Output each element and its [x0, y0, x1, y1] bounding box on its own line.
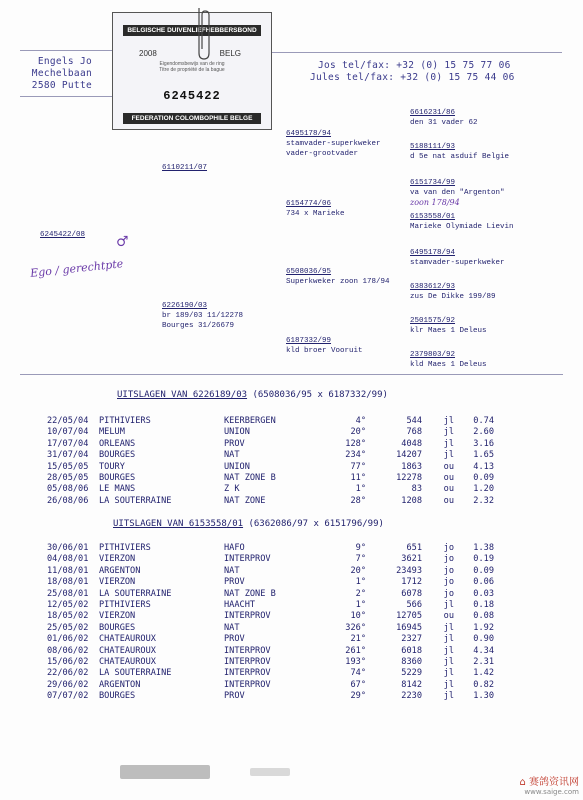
results1-title-prefix: UITSLAGEN VAN 6226189/03 [117, 390, 248, 400]
mf-ring: 6508036/95 [286, 268, 332, 276]
race-city: ARGENTON [99, 679, 141, 690]
race-participants: 6018 [401, 645, 422, 656]
race-city: PITHIVIERS [99, 416, 151, 426]
race-coefficient: 1.42 [473, 668, 494, 679]
race-category: INTERPROV [224, 645, 271, 656]
pedigree-mmm [410, 350, 487, 370]
result-row [47, 450, 494, 461]
race-city: VIERZON [99, 577, 136, 588]
race-participants: 12705 [396, 611, 422, 622]
race-age-class: jl [443, 450, 454, 461]
race-position: 2° [355, 588, 366, 599]
race-category: PROV [224, 691, 245, 702]
race-participants: 2327 [401, 634, 422, 645]
mfm-line1: zus De Dikke 199/89 [410, 293, 496, 301]
mmm-ring: 2379803/92 [410, 351, 456, 359]
race-age-class: jl [443, 622, 454, 633]
result-row [47, 496, 494, 507]
result-row [47, 577, 494, 588]
result-row [47, 554, 494, 565]
race-position: 1° [355, 599, 366, 610]
pedigree-ff [286, 129, 381, 159]
race-city: TOURY [99, 461, 125, 472]
race-city: ARGENTON [99, 565, 141, 576]
mm-line1: kld broer Vooruit [286, 347, 363, 355]
race-participants: 12278 [396, 472, 422, 483]
result-row [47, 473, 494, 484]
race-participants: 8360 [401, 656, 422, 667]
race-category: INTERPROV [224, 668, 271, 679]
pedigree-fm [286, 199, 345, 219]
result-row [47, 668, 494, 679]
result-row [47, 484, 494, 495]
race-position: 9° [355, 543, 366, 553]
race-date: 17/07/04 [47, 438, 89, 449]
race-age-class: jl [443, 656, 454, 667]
pedigree-mm [286, 336, 363, 356]
race-category: HAACHT [224, 599, 256, 610]
race-date: 25/05/02 [47, 622, 89, 633]
race-city: PITHIVIERS [99, 599, 151, 610]
pedigree-father [162, 163, 207, 173]
race-coefficient: 0.90 [473, 634, 494, 645]
race-coefficient: 1.65 [473, 450, 494, 461]
result-row [47, 462, 494, 473]
race-date: 05/08/06 [47, 484, 89, 495]
race-category: INTERPROV [224, 554, 271, 565]
race-city: VIERZON [99, 611, 136, 622]
race-city: CHATEAUROUX [99, 656, 156, 667]
male-symbol-icon: ♂ [116, 234, 129, 250]
race-position: 128° [345, 438, 366, 449]
race-date: 22/05/04 [47, 416, 89, 426]
race-position: 67° [350, 679, 366, 690]
pedigree-ffm [410, 142, 509, 162]
race-date: 10/07/04 [47, 427, 89, 438]
race-coefficient: 1.30 [473, 691, 494, 702]
race-coefficient: 0.09 [473, 472, 494, 483]
result-row [47, 657, 494, 668]
race-age-class: jl [443, 599, 454, 610]
race-category: PROV [224, 634, 245, 645]
result-row [47, 416, 494, 427]
race-date: 29/06/02 [47, 679, 89, 690]
fm-ring: 6154774/06 [286, 200, 332, 208]
race-participants: 651 [406, 543, 422, 553]
race-coefficient: 0.06 [473, 577, 494, 588]
watermark-brand: 赛鸽资讯网 [529, 777, 579, 788]
race-category: INTERPROV [224, 679, 271, 690]
pedigree-mf [286, 267, 390, 287]
mm-ring: 6187332/99 [286, 337, 332, 345]
stamp-country: BELG [219, 49, 241, 58]
race-participants: 14207 [396, 450, 422, 461]
race-position: 77° [350, 461, 366, 472]
race-category: UNION [224, 427, 250, 438]
race-participants: 16945 [396, 622, 422, 633]
stamp-year: 2008 [139, 49, 157, 58]
fmm-line1: Marieke Olymiade Lievin [410, 223, 514, 231]
house-icon: ⌂ [519, 777, 526, 788]
race-category: NAT [224, 622, 240, 633]
race-city: BOURGES [99, 472, 136, 483]
race-position: 20° [350, 565, 366, 576]
race-position: 1° [355, 577, 366, 588]
race-date: 01/06/02 [47, 634, 89, 645]
race-date: 26/08/06 [47, 495, 89, 506]
race-participants: 2230 [401, 691, 422, 702]
header-rule-left [20, 50, 112, 51]
mmm-line1: kld Maes 1 Deleus [410, 361, 487, 369]
race-age-class: jo [443, 543, 454, 553]
race-age-class: jl [443, 691, 454, 702]
race-date: 22/06/02 [47, 668, 89, 679]
race-position: 28° [350, 495, 366, 506]
race-city: MELUM [99, 427, 125, 438]
ff-line2: vader-grootvader [286, 150, 359, 158]
race-participants: 83 [411, 484, 422, 495]
race-age-class: jo [443, 565, 454, 576]
race-date: 07/07/02 [47, 691, 89, 702]
race-participants: 8142 [401, 679, 422, 690]
mff-line1: stamvader-superkweker [410, 259, 505, 267]
race-category: NAT ZONE [224, 495, 266, 506]
race-city: LA SOUTERRAINE [99, 668, 172, 679]
owner-street: Mechelbaan [31, 68, 92, 79]
result-row [47, 680, 494, 691]
result-row [47, 646, 494, 657]
race-city: CHATEAUROUX [99, 645, 156, 656]
father-ring: 6110211/07 [162, 164, 208, 172]
race-age-class: jo [443, 588, 454, 599]
results2-title-prefix: UITSLAGEN VAN 6153558/01 [113, 519, 244, 529]
fff-line1: den 31 vader 62 [410, 119, 478, 127]
race-category: NAT ZONE B [224, 588, 276, 599]
stamp-small-text-2: Titre de propriété de la bague [159, 67, 225, 73]
race-category: UNION [224, 461, 250, 472]
race-city: LA SOUTERRAINE [99, 495, 172, 506]
race-coefficient: 0.19 [473, 554, 494, 565]
race-coefficient: 1.38 [473, 543, 494, 553]
race-position: 11° [350, 472, 366, 483]
paperclip-icon [189, 3, 219, 63]
race-age-class: jl [443, 634, 454, 645]
result-row [47, 611, 494, 622]
race-participants: 566 [406, 599, 422, 610]
results2-title [113, 519, 384, 529]
race-coefficient: 2.32 [473, 495, 494, 506]
fmf-line1: va van den "Argenton" [410, 189, 505, 197]
race-date: 28/05/05 [47, 472, 89, 483]
race-age-class: jo [443, 577, 454, 588]
pedigree-fmf [410, 178, 505, 208]
stamp-small-text-1: Eigendomsbewijs van de ring [159, 61, 225, 67]
race-age-class: ou [443, 461, 454, 472]
owner-name: Engels Jo [37, 56, 92, 67]
race-coefficient: 0.09 [473, 565, 494, 576]
race-age-class: ou [443, 472, 454, 483]
race-coefficient: 0.18 [473, 599, 494, 610]
ff-ring: 6495178/94 [286, 130, 332, 138]
race-position: 74° [350, 668, 366, 679]
race-date: 15/05/05 [47, 461, 89, 472]
site-watermark [519, 773, 579, 796]
race-city: BOURGES [99, 622, 136, 633]
header-rule-bottom [20, 96, 112, 97]
jos-phone: Jos tel/fax: +32 (0) 15 75 77 06 [318, 60, 511, 71]
race-coefficient: 2.31 [473, 656, 494, 667]
race-category: NAT [224, 565, 240, 576]
race-date: 25/08/01 [47, 588, 89, 599]
race-position: 20° [350, 427, 366, 438]
handwritten-note: Ego / gerechtpte [29, 257, 124, 280]
race-coefficient: 0.03 [473, 588, 494, 599]
race-category: HAFO [224, 543, 245, 553]
race-date: 18/05/02 [47, 611, 89, 622]
race-participants: 5229 [401, 668, 422, 679]
results2-title-suffix: (6362086/97 x 6151796/99) [248, 519, 384, 529]
pedigree-mfm [410, 282, 496, 302]
pedigree-mmf [410, 316, 487, 336]
race-city: ORLEANS [99, 438, 136, 449]
race-category: Z K [224, 484, 240, 495]
race-date: 12/05/02 [47, 599, 89, 610]
race-age-class: jl [443, 427, 454, 438]
watermark-url: www.saige.com [524, 788, 579, 796]
race-date: 18/08/01 [47, 577, 89, 588]
race-category: KEERBERGEN [224, 416, 276, 426]
race-date: 08/06/02 [47, 645, 89, 656]
race-age-class: ou [443, 611, 454, 622]
subject-ring: 6245422/08 [40, 231, 86, 239]
jules-phone: Jules tel/fax: +32 (0) 15 75 44 06 [310, 72, 515, 83]
race-participants: 23493 [396, 565, 422, 576]
result-row [47, 691, 494, 702]
race-age-class: ou [443, 484, 454, 495]
race-date: 11/08/01 [47, 565, 89, 576]
mmf-ring: 2501575/92 [410, 317, 456, 325]
scan-smudge-small [250, 768, 290, 776]
race-participants: 6078 [401, 588, 422, 599]
fmm-ring: 6153558/01 [410, 213, 456, 221]
race-coefficient: 4.34 [473, 645, 494, 656]
race-date: 31/07/04 [47, 450, 89, 461]
ff-line1: stamvader-superkweker [286, 140, 381, 148]
section-divider [20, 374, 563, 375]
stamp-ring-number: 6245422 [163, 89, 221, 103]
ring-certificate-stamp [112, 12, 272, 130]
race-position: 1° [355, 484, 366, 495]
results1-title [117, 390, 388, 400]
result-row [47, 427, 494, 438]
mother-line1: br 189/03 11/12278 [162, 312, 244, 320]
race-position: 7° [355, 554, 366, 565]
race-coefficient: 0.74 [473, 416, 494, 426]
race-age-class: jl [443, 416, 454, 426]
pedigree-mff [410, 248, 505, 268]
race-date: 15/06/02 [47, 656, 89, 667]
race-city: LA SOUTERRAINE [99, 588, 172, 599]
race-participants: 4048 [401, 438, 422, 449]
race-position: 261° [345, 645, 366, 656]
fm-line1: 734 x Marieke [286, 210, 345, 218]
stamp-bottom-band: FEDERATION COLOMBOPHILE BELGE [123, 113, 261, 124]
race-position: 326° [345, 622, 366, 633]
scan-smudge [120, 765, 210, 779]
results2-table [47, 543, 494, 702]
results1-table [47, 416, 494, 507]
race-category: NAT ZONE B [224, 472, 276, 483]
race-position: 10° [350, 611, 366, 622]
race-coefficient: 0.08 [473, 611, 494, 622]
race-participants: 768 [406, 427, 422, 438]
race-category: PROV [224, 577, 245, 588]
race-category: PROV [224, 438, 245, 449]
race-coefficient: 2.60 [473, 427, 494, 438]
race-position: 193° [345, 656, 366, 667]
mother-ring: 6226190/03 [162, 302, 208, 310]
mf-line1: Superkweker zoon 178/94 [286, 278, 390, 286]
race-date: 04/08/01 [47, 554, 89, 565]
race-participants: 1712 [401, 577, 422, 588]
ffm-line1: d 5e nat asduif Belgie [410, 153, 510, 161]
owner-city: 2580 Putte [31, 80, 92, 91]
pedigree-mother [162, 301, 243, 331]
race-coefficient: 1.20 [473, 484, 494, 495]
fmf-handwritten: zoon 178/94 [410, 198, 460, 207]
race-age-class: jl [443, 679, 454, 690]
ffm-ring: 5188111/93 [410, 143, 456, 151]
result-row [47, 600, 494, 611]
header-rule-right [272, 52, 562, 53]
race-coefficient: 3.16 [473, 438, 494, 449]
fmf-ring: 6151734/99 [410, 179, 456, 187]
fff-ring: 6616231/86 [410, 109, 456, 117]
race-participants: 1863 [401, 461, 422, 472]
result-row [47, 589, 494, 600]
mff-ring: 6495178/94 [410, 249, 456, 257]
race-age-class: jl [443, 645, 454, 656]
race-position: 4° [355, 416, 366, 426]
result-row [47, 566, 494, 577]
race-city: CHATEAUROUX [99, 634, 156, 645]
race-age-class: jl [443, 668, 454, 679]
race-age-class: jo [443, 554, 454, 565]
pedigree-fff [410, 108, 478, 128]
race-position: 21° [350, 634, 366, 645]
race-city: BOURGES [99, 691, 136, 702]
result-row [47, 543, 494, 554]
race-participants: 1208 [401, 495, 422, 506]
race-coefficient: 4.13 [473, 461, 494, 472]
race-coefficient: 1.92 [473, 622, 494, 633]
result-row [47, 623, 494, 634]
race-position: 234° [345, 450, 366, 461]
mfm-ring: 6383612/93 [410, 283, 456, 291]
race-age-class: jl [443, 438, 454, 449]
race-category: NAT [224, 450, 240, 461]
pedigree-subject [40, 230, 85, 240]
stamp-top-band: BELGISCHE DUIVENLIEFHEBBERSBOND [123, 25, 261, 36]
race-category: INTERPROV [224, 656, 271, 667]
race-participants: 3621 [401, 554, 422, 565]
race-category: INTERPROV [224, 611, 271, 622]
results1-title-suffix: (6508036/95 x 6187332/99) [252, 390, 388, 400]
race-coefficient: 0.82 [473, 679, 494, 690]
race-participants: 544 [406, 416, 422, 426]
race-city: BOURGES [99, 450, 136, 461]
race-age-class: ou [443, 495, 454, 506]
race-city: VIERZON [99, 554, 136, 565]
result-row [47, 634, 494, 645]
race-city: LE MANS [99, 484, 136, 495]
pedigree-fmm [410, 212, 514, 232]
mother-line2: Bourges 31/26679 [162, 322, 235, 330]
mmf-line1: klr Maes 1 Deleus [410, 327, 487, 335]
race-position: 29° [350, 691, 366, 702]
race-date: 30/06/01 [47, 543, 89, 553]
result-row [47, 439, 494, 450]
race-city: PITHIVIERS [99, 543, 151, 553]
owner-address [30, 56, 92, 92]
